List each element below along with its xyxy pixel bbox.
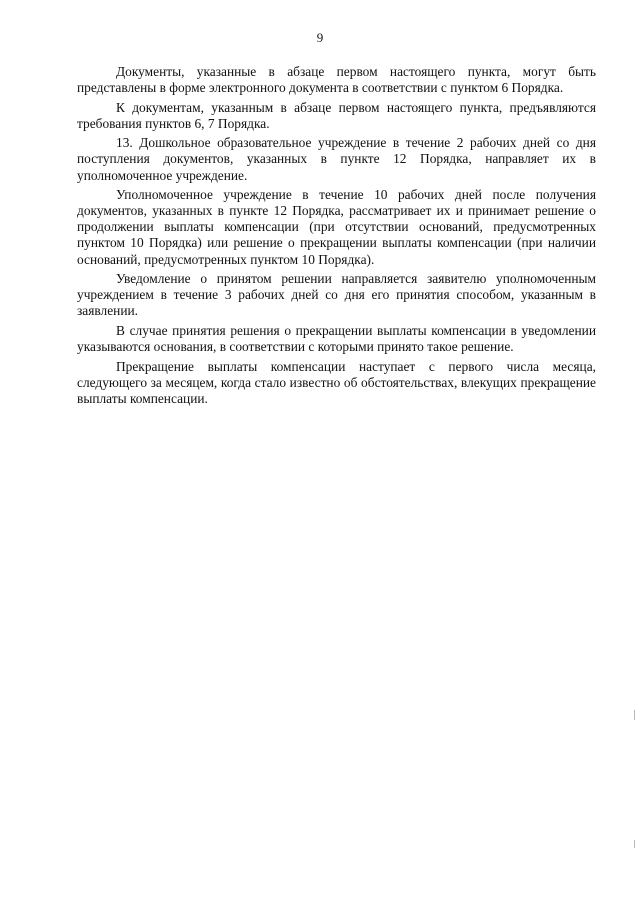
paragraph-termination-grounds: В случае принятия решения о прекращении выплаты компенсации в уведомлении указываются основания, в соответствии с которыми принято такое решение.	[77, 322, 596, 354]
paragraph-termination-date: Прекращение выплаты компенсации наступает с первого числа месяца, следующего за месяцем, когда стало известно об обстоятельствах, влекущих прекращение выплаты компенсации.	[77, 358, 596, 406]
scan-edge-mark	[634, 840, 635, 848]
paragraph-notification: Уведомление о принятом решении направляется заявителю уполномоченным учреждением в течение 3 рабочих дней со дня его принятия способом, указанным в заявлении.	[77, 271, 596, 319]
paragraph-item-13: 13. Дошкольное образовательное учреждение в течение 2 рабочих дней со дня поступления документов, указанных в пункте 12 Порядка, направляет их в уполномоченное учреждение.	[77, 135, 596, 183]
paragraph-documents-electronic-form: Документы, указанные в абзаце первом настоящего пункта, могут быть представлены в форме электронного документа в соответствии с пунктом 6 Порядка.	[77, 64, 596, 96]
document-body	[77, 64, 596, 410]
scan-edge-mark	[634, 710, 635, 720]
paragraph-document-requirements: К документам, указанным в абзаце первом настоящего пункта, предъявляются требования пунктов 6, 7 Порядка.	[77, 99, 596, 131]
page-number: 9	[316, 30, 324, 45]
paragraph-review-decision: Уполномоченное учреждение в течение 10 рабочих дней после получения документов, указанных в пункте 12 Порядка, рассматривает их и принимает решение о продолжении выплаты компенсации (при отсутствии оснований, предусмотренных пунктом 10 Порядка) или решение о прекращении выплаты компенсации (при наличии оснований, предусмотренных пунктом 10 Порядка).	[77, 187, 596, 267]
